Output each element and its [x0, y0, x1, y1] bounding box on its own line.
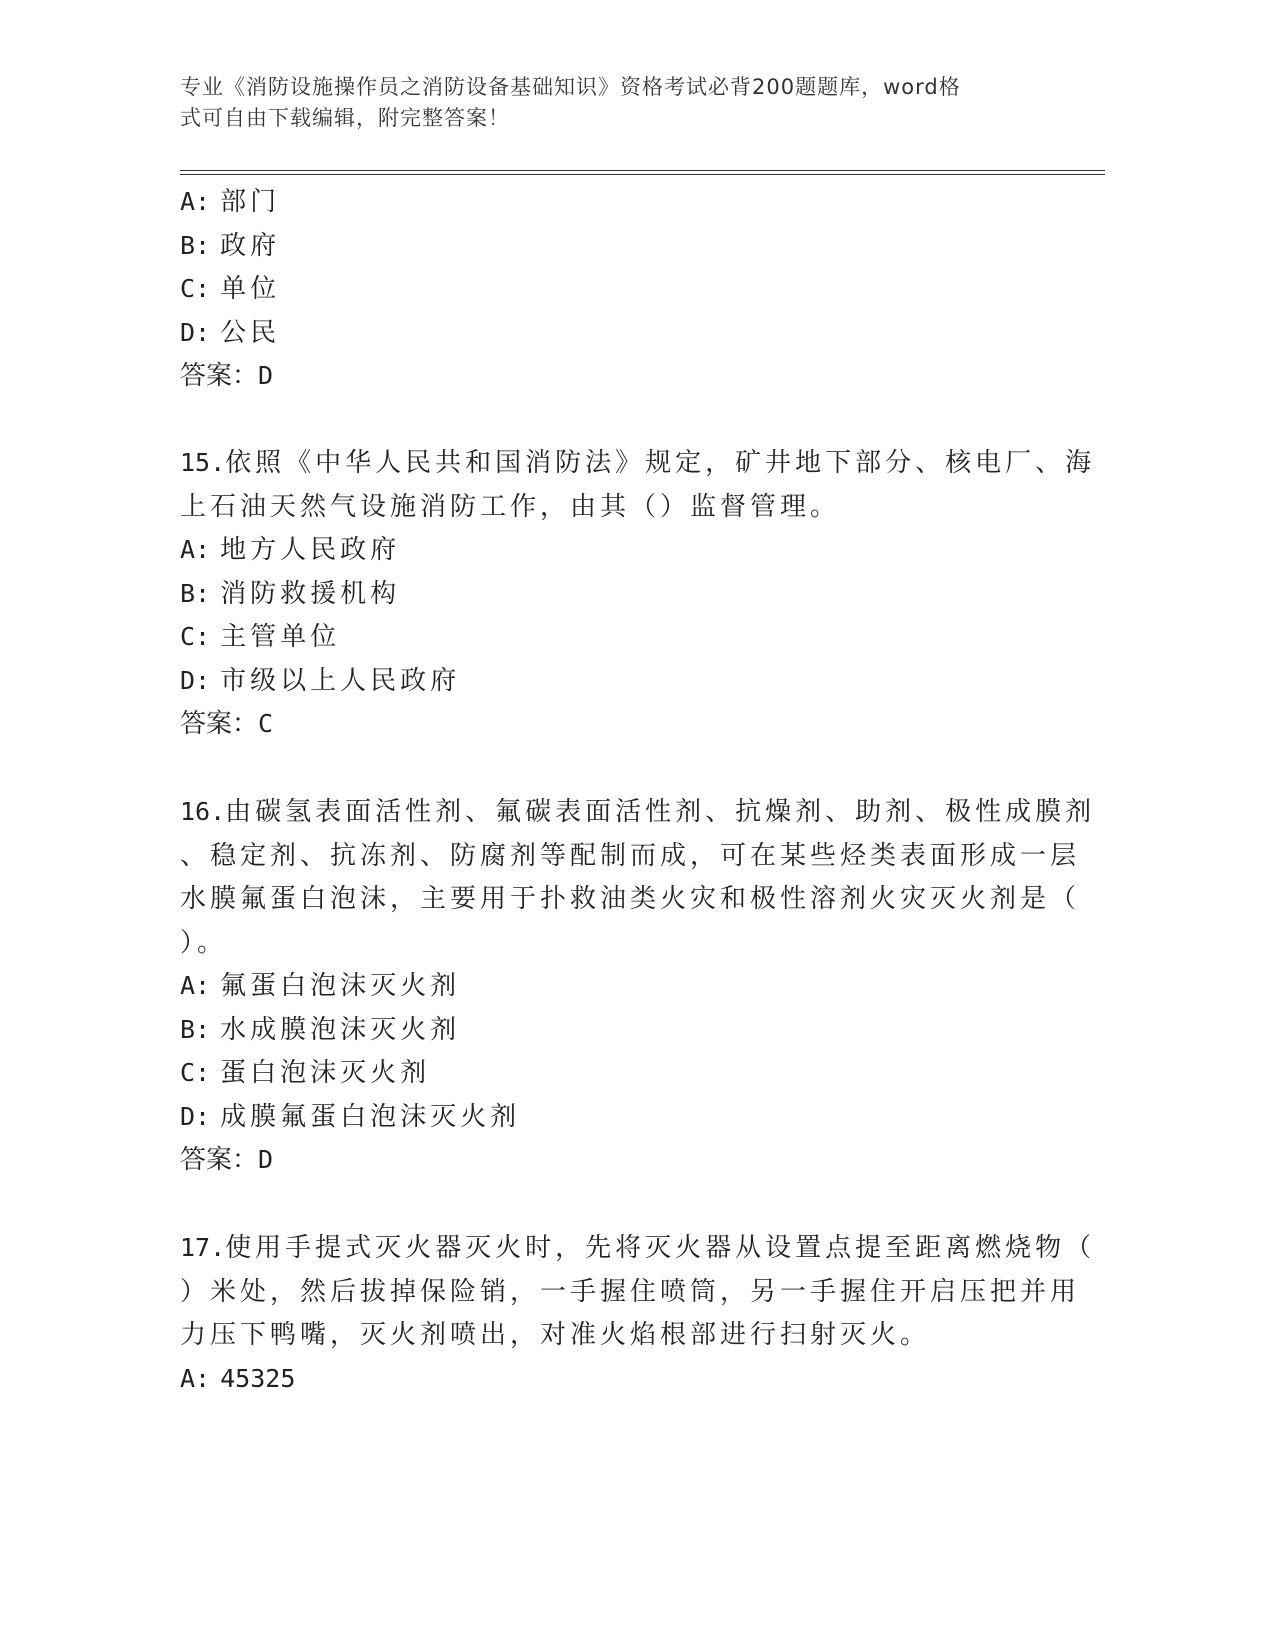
option-label: D:	[180, 318, 211, 347]
question-line	[180, 446, 1095, 480]
question-line	[180, 490, 840, 524]
option-text: 公民	[220, 318, 281, 348]
option-label: B:	[180, 579, 211, 608]
option-text: 水成膜泡沫灭火剂	[220, 1015, 461, 1045]
option-label: D:	[180, 1102, 211, 1131]
option-text: 主管单位	[220, 622, 341, 652]
option-text: 45325	[220, 1364, 296, 1393]
question-line	[180, 795, 1095, 829]
answer-label: 答案：	[180, 361, 259, 391]
option-text: 消防救援机构	[220, 579, 401, 609]
header-line-2: 式可自由下载编辑，附完整答案！	[180, 106, 510, 130]
question-text: ）米处，然后拔掉保险销，一手握住喷筒，另一手握住开启压把并用	[180, 1277, 1081, 1307]
option-row	[180, 1362, 295, 1396]
option-row	[180, 969, 460, 1003]
option-row	[180, 1100, 520, 1134]
option-label: B:	[180, 1015, 211, 1044]
question-text: ）。	[180, 928, 228, 958]
option-text: 政府	[220, 231, 281, 261]
question-text: 、稳定剂、抗冻剂、防腐剂等配制而成，可在某些烃类表面形成一层	[180, 841, 1081, 871]
option-row	[180, 577, 400, 611]
answer-row	[180, 707, 273, 741]
question-text: 水膜氟蛋白泡沫，主要用于扑救油类火灾和极性溶剂火灾灭火剂是（	[180, 884, 1081, 914]
option-label: A:	[180, 971, 211, 1000]
question-number: 16.	[180, 797, 226, 826]
question-text: 由碳氢表面活性剂、氟碳表面活性剂、抗燥剂、助剂、极性成膜剂	[225, 797, 1096, 827]
option-row	[180, 664, 460, 698]
question-text: 使用手提式灭火器灭火时，先将灭火器从设置点提至距离燃烧物（	[225, 1233, 1096, 1263]
question-number: 17.	[180, 1233, 226, 1262]
question-line	[180, 839, 1080, 873]
question-number: 15.	[180, 448, 226, 477]
option-label: A:	[180, 535, 211, 564]
option-row	[180, 1056, 430, 1090]
option-row	[180, 229, 280, 263]
question-line	[180, 1318, 930, 1352]
option-text: 市级以上人民政府	[220, 666, 461, 696]
option-text: 蛋白泡沫灭火剂	[220, 1058, 431, 1088]
question-line	[180, 1275, 1080, 1309]
option-row	[180, 1013, 460, 1047]
answer-value: C	[258, 709, 274, 738]
question-line	[180, 882, 1080, 916]
answer-value: D	[258, 1145, 274, 1174]
option-row	[180, 272, 280, 306]
option-row	[180, 620, 340, 654]
answer-value: D	[258, 361, 274, 390]
option-text: 单位	[220, 274, 281, 304]
header-line-1: 专业《消防设施操作员之消防设备基础知识》资格考试必背200题题库，word格	[180, 75, 961, 99]
answer-label: 答案：	[180, 1145, 259, 1175]
option-text: 地方人民政府	[220, 535, 401, 565]
document-header	[180, 72, 1080, 134]
option-label: A:	[180, 187, 211, 216]
header-rule-bottom	[180, 174, 1105, 175]
question-text: 依照《中华人民共和国消防法》规定，矿井地下部分、核电厂、海	[225, 448, 1096, 478]
option-label: C:	[180, 1058, 211, 1087]
option-row	[180, 185, 280, 219]
option-label: B:	[180, 231, 211, 260]
answer-row	[180, 359, 273, 393]
question-text: 力压下鸭嘴，灭火剂喷出，对准火焰根部进行扫射灭火。	[180, 1320, 931, 1350]
question-line	[180, 926, 227, 960]
option-text: 部门	[220, 187, 281, 217]
answer-row	[180, 1143, 273, 1177]
option-text: 成膜氟蛋白泡沫灭火剂	[220, 1102, 521, 1132]
question-text: 上石油天然气设施消防工作，由其（）监督管理。	[180, 492, 841, 522]
question-line	[180, 1231, 1095, 1265]
option-label: C:	[180, 622, 211, 651]
option-label: A:	[180, 1364, 211, 1393]
option-text: 氟蛋白泡沫灭火剂	[220, 971, 461, 1001]
option-row	[180, 533, 400, 567]
answer-label: 答案：	[180, 709, 259, 739]
option-label: D:	[180, 666, 211, 695]
option-row	[180, 316, 280, 350]
option-label: C:	[180, 274, 211, 303]
header-rule-top	[180, 170, 1105, 171]
